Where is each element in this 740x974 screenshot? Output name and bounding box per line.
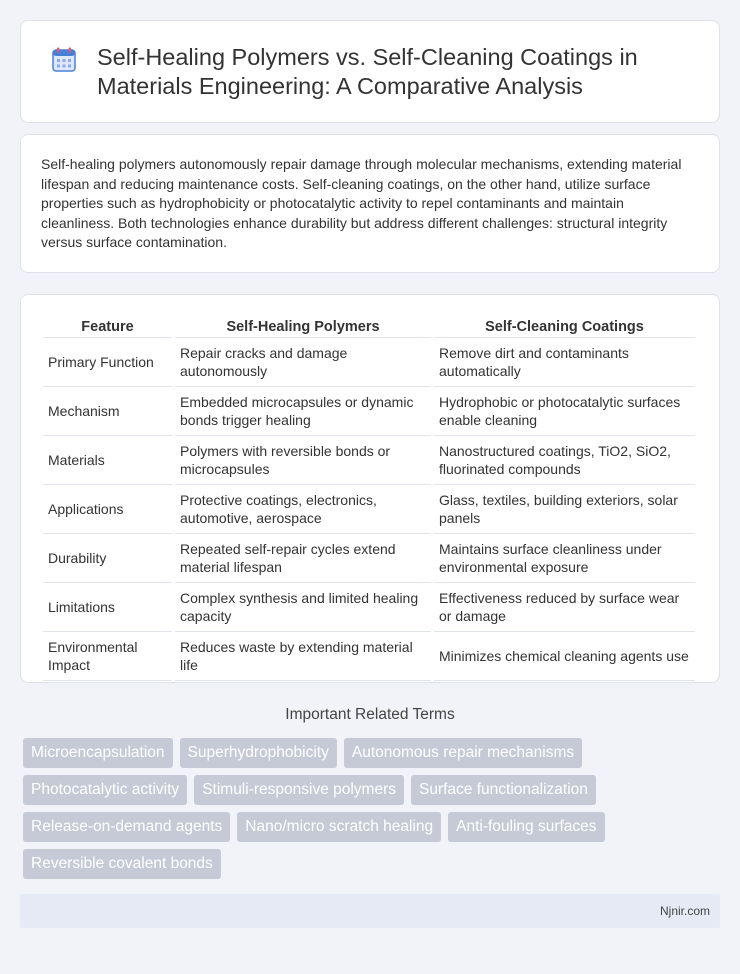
comparison-table-card	[20, 294, 720, 683]
summary-text: Self-healing polymers autonomously repair damage through molecular mechanisms, extending material lifespan and reducing maintenance costs. Self-cleaning coatings, on the other hand, utilize surface properties such as hydrophobicity or photocatalytic activity to repel contaminants and maintain cleanliness. Both technologies enhance durability but address different challenges: structural integrity versus surface contamination.	[41, 156, 682, 250]
row-self-healing: Polymers with reversible bonds or microcapsules	[175, 436, 431, 485]
calendar-icon	[51, 47, 77, 73]
row-self-cleaning: Maintains surface cleanliness under environmental exposure	[434, 534, 695, 583]
related-term-tag[interactable]: Release-on-demand agents	[23, 812, 230, 842]
header-inner	[51, 43, 689, 101]
row-self-cleaning: Remove dirt and contaminants automatically	[434, 338, 695, 387]
related-term-tag[interactable]: Nano/micro scratch healing	[237, 812, 441, 842]
row-self-healing: Protective coatings, electronics, automotive, aerospace	[175, 485, 431, 534]
row-feature: Primary Function	[43, 338, 172, 387]
page-title: Self-Healing Polymers vs. Self-Cleaning Coatings in Materials Engineering: A Comparative Analysis	[97, 43, 638, 99]
row-self-cleaning: Nanostructured coatings, TiO2, SiO2, fluorinated compounds	[434, 436, 695, 485]
row-self-healing: Repeated self-repair cycles extend material lifespan	[175, 534, 431, 583]
table-row	[43, 436, 695, 485]
table-row	[43, 534, 695, 583]
related-term-tag[interactable]: Anti-fouling surfaces	[448, 812, 604, 842]
row-feature: Materials	[43, 436, 172, 485]
footer-site-link[interactable]: Njnir.com	[659, 904, 710, 918]
header-feature: Feature	[43, 313, 172, 338]
summary-card	[20, 134, 720, 273]
related-term-tag[interactable]: Superhydrophobicity	[180, 738, 337, 768]
related-term-tag[interactable]: Reversible covalent bonds	[23, 849, 221, 879]
row-feature: Applications	[43, 485, 172, 534]
row-self-cleaning: Minimizes chemical cleaning agents use	[434, 632, 695, 681]
row-self-cleaning: Effectiveness reduced by surface wear or damage	[434, 583, 695, 632]
table-row	[43, 632, 695, 681]
table-row	[43, 338, 695, 387]
row-self-cleaning: Glass, textiles, building exteriors, solar panels	[434, 485, 695, 534]
header-self-cleaning: Self-Cleaning Coatings	[434, 313, 695, 338]
row-feature: Mechanism	[43, 387, 172, 436]
comparison-table	[40, 313, 698, 681]
related-terms-list	[23, 738, 720, 886]
row-feature: Environmental Impact	[43, 632, 172, 681]
footer	[20, 894, 720, 928]
table-row	[43, 583, 695, 632]
row-self-healing: Reduces waste by extending material life	[175, 632, 431, 681]
table-row	[43, 387, 695, 436]
related-term-tag[interactable]: Stimuli-responsive polymers	[194, 775, 404, 805]
row-self-healing: Embedded microcapsules or dynamic bonds trigger healing	[175, 387, 431, 436]
table-row	[43, 485, 695, 534]
related-term-tag[interactable]: Photocatalytic activity	[23, 775, 187, 805]
row-feature: Limitations	[43, 583, 172, 632]
row-self-healing: Repair cracks and damage autonomously	[175, 338, 431, 387]
row-self-healing: Complex synthesis and limited healing capacity	[175, 583, 431, 632]
header-card	[20, 20, 720, 123]
table-header-row	[43, 313, 695, 338]
related-term-tag[interactable]: Microencapsulation	[23, 738, 173, 768]
row-self-cleaning: Hydrophobic or photocatalytic surfaces enable cleaning	[434, 387, 695, 436]
related-term-tag[interactable]: Surface functionalization	[411, 775, 596, 805]
header-self-healing: Self-Healing Polymers	[175, 313, 431, 338]
related-terms-title: Important Related Terms	[285, 706, 455, 723]
row-feature: Durability	[43, 534, 172, 583]
related-term-tag[interactable]: Autonomous repair mechanisms	[344, 738, 582, 768]
